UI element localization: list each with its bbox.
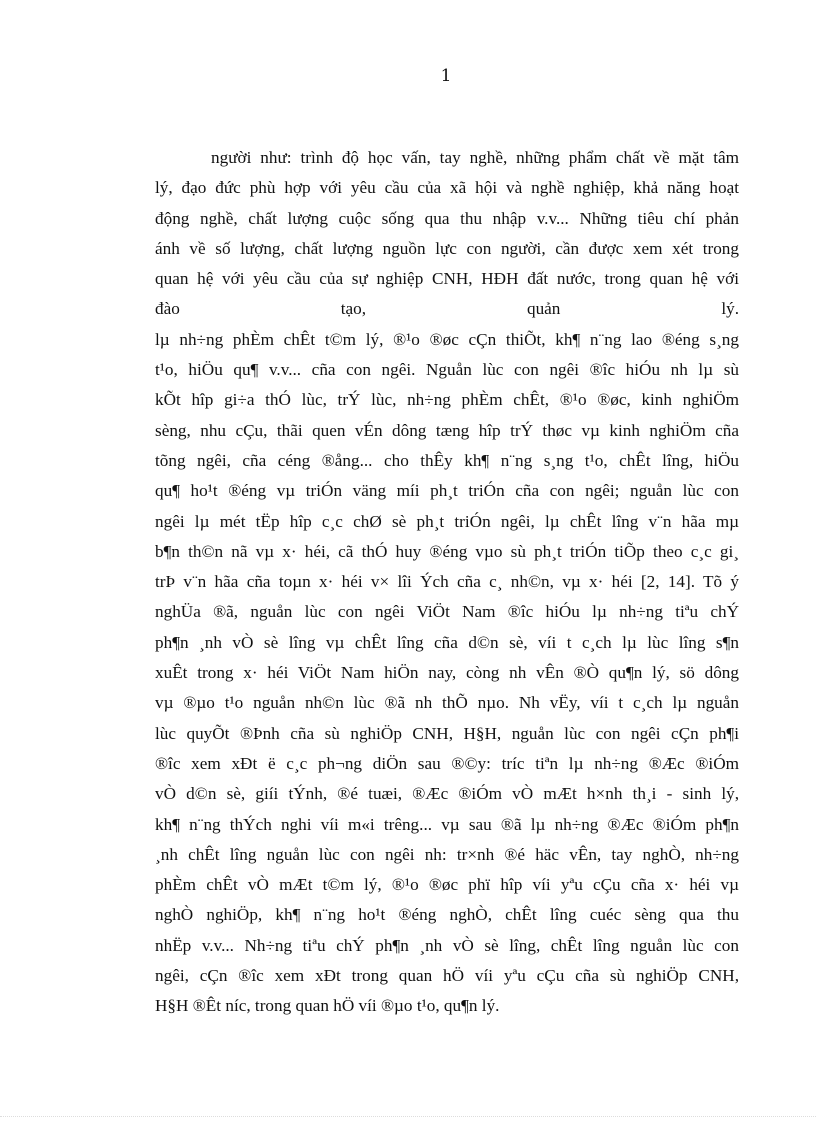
text-line: lùc quyÕt ®Þnh cña sù nghiÖp CNH, H§H, nguån lùc con ngêi cÇn ph¶i (155, 723, 739, 743)
text-line: ph¶n ¸nh vÒ sè lîng vµ chÊt lîng cña d©n sè, víi t c¸ch lµ lùc lîng s¶n (155, 632, 739, 652)
text-line: ngêi lµ mét tËp hîp c¸c chØ sè ph¸t triÓn ngêi, lµ chÊt lîng v¨n hãa mµ (155, 511, 739, 531)
text-line: đào tạo, quản lý. (155, 299, 739, 319)
text-line: tõng ngêi, cña céng ®ång... cho thÊy kh¶ n¨ng s¸ng t¹o, chÊt lîng, hiÖu (155, 450, 739, 470)
text-line: vµ ®µo t¹o nguån nh©n lùc ®ã nh thÕ nµo. Nh vËy, víi t c¸ch lµ nguån (155, 693, 739, 713)
text-line: H§H ®Êt níc, trong quan hÖ víi ®µo t¹o, qu¶n lý. (155, 996, 500, 1016)
text-line: kh¶ n¨ng thÝch nghi víi m«i trêng... vµ sau ®ã lµ nh÷ng ®Æc ®iÓm ph¶n (155, 814, 739, 834)
text-line: ánh về số lượng, chất lượng nguồn lực con người, cần được xem xét trong (155, 238, 739, 258)
text-line: động nghề, chất lượng cuộc sống qua thu nhập v.v... Những tiêu chí phản (155, 208, 739, 228)
page-bottom-divider (0, 1116, 816, 1117)
text-line: qu¶ ho¹t ®éng vµ triÓn väng míi ph¸t triÓn cña con ngêi; nguån lùc con (155, 481, 739, 501)
text-line: vÒ d©n sè, giíi tÝnh, ®é tuæi, ®Æc ®iÓm vÒ mÆt h×nh th¸i - sinh lý, (155, 784, 739, 804)
text-line: ®îc xem xÐt ë c¸c ph¬ng diÖn sau ®©y: tríc tiªn lµ nh÷ng ®Æc ®iÓm (155, 753, 739, 773)
text-line: t¹o, hiÖu qu¶ v.v... cña con ngêi. Nguån lùc con ngêi ®îc hiÓu nh lµ sù (155, 360, 739, 380)
text-line: nghÒ nghiÖp, kh¶ n¨ng ho¹t ®éng nghÒ, chÊt lîng cuéc sèng qua thu (155, 905, 739, 925)
text-line: nghÜa ®ã, nguån lùc con ngêi ViÖt Nam ®îc hiÓu lµ nh÷ng tiªu chÝ (155, 602, 739, 622)
text-line: sèng, nhu cÇu, thãi quen vÉn dông tæng hîp trÝ thøc vµ kinh nghiÖm cña (155, 420, 739, 440)
text-line: lµ nh÷ng phÈm chÊt t©m lý, ®¹o ®øc cÇn thiÕt, kh¶ n¨ng lao ®éng s¸ng (155, 329, 739, 349)
text-line: nhËp v.v... Nh÷ng tiªu chÝ ph¶n ¸nh vÒ sè lîng, chÊt lîng nguån lùc con (155, 935, 739, 955)
text-line: trÞ v¨n hãa cña toµn x· héi v× lîi Ých cña c¸ nh©n, vµ x· héi [2, 14]. Tõ ý (155, 572, 739, 592)
body-text (155, 143, 739, 1022)
text-line: b¶n th©n nã vµ x· héi, cã thÓ huy ®éng vµo sù ph¸t triÓn tiÕp theo c¸c gi¸ (155, 541, 739, 561)
text-line: kÕt hîp gi÷a thÓ lùc, trÝ lùc, nh÷ng phÈm chÊt, ®¹o ®øc, kinh nghiÖm (155, 390, 739, 410)
text-line: quan hệ với yêu cầu của sự nghiệp CNH, HĐH đất nước, trong quan hệ với (155, 269, 739, 289)
page-number: 1 (440, 66, 452, 86)
text-line: lý, đạo đức phù hợp với yêu cầu của xã hội và nghề nghiệp, khả năng hoạt (155, 178, 739, 198)
text-line: ¸nh chÊt lîng nguån lùc con ngêi nh: tr×nh ®é häc vÊn, tay nghÒ, nh÷ng (155, 844, 739, 864)
text-line: phÈm chÊt vÒ mÆt t©m lý, ®¹o ®øc phï hîp víi yªu cÇu cña x· héi vµ (155, 875, 739, 895)
text-line: ngêi, cÇn ®îc xem xÐt trong quan hÖ víi yªu cÇu cña sù nghiÖp CNH, (155, 966, 739, 986)
text-line: xuÊt trong x· héi ViÖt Nam hiÖn nay, còng nh vÊn ®Ò qu¶n lý, sö dông (155, 663, 739, 683)
text-line: người như: trình độ học vấn, tay nghề, những phẩm chất về mặt tâm (211, 148, 739, 167)
